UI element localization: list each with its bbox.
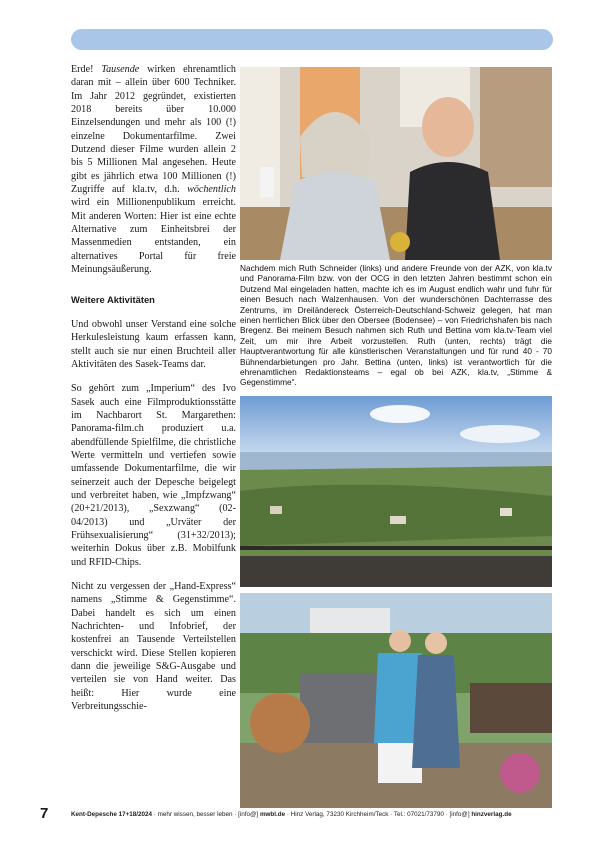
page-number: 7 (40, 805, 49, 822)
page-footer (40, 805, 555, 824)
article-paragraph-4: Nicht zu vergessen der „Hand-Express“ namens „Stimme & Gegenstimme“. Dabei handelt es sich um einen Nachrichten- und Infobrief, der kostenfrei an Tausende Verteilstellen verschickt wird. Diese Stellen kopieren dann die jeweilige S&G-Ausgabe und verteilen sie von Hand weiter. Das heißt: Hier wurde eine Verbreitungsschie- (71, 581, 236, 713)
photo-terrace-portrait (240, 593, 552, 808)
article-paragraph-3: So gehört zum „Imperium“ des Ivo Sasek auch eine Filmproduktionsstätte im Nachbarort St. Margarethen: Panorama-film.ch produziert u.a. abendfüllende Spielfilme, die christliche Werte vermitteln und vertiefen sowie umfassende Dokumentarfilme, die wir seinerzeit auch der Depesche beigelegt und verbreitet haben, wie „Impfzwang“ (20+21/2013), „Sexzwang“ (02-04/2013) und „Urväter der Frühsexualisierung“ (31+32/2013); weiterhin Dokus über z.B. Mobilfunk und RFID-Chips. (71, 383, 236, 568)
article-paragraph-1: Erde! Tausende wirken ehrenamtlich daran mit – allein über 600 Techniker. Im Jahr 2012 gegründet, existierten 2018 bereits über 10.000 Einzelsendungen und mehr als 100 (!) einzelne Dokumentarfilme. Zwei Dutzend dieser Filme wurden allein 2 bis 5 Millionen Mal angesehen. Heute gibt es jährlich etwa 100 Millionen (!) Zugriffe auf kla.tv, d.h. wöchentlich wird ein Millionenpublikum erreicht. Mit anderen Worten: Hier ist eine echte Alternative zum Einheitsbrei der Massenmedien entstanden, ein alternatives Portal für freie Meinungsäußerung. (71, 64, 236, 276)
article-column (71, 63, 236, 724)
photo-lake-view (240, 396, 552, 587)
photo-caption: Nachdem mich Ruth Schneider (links) und andere Freunde von der AZK, von kla.tv und Panorama-Film bzw. von der OCG in den letzten Jahren bestimmt schon ein Dutzend Mal eingeladen hatten, machte ich es im August endlich wahr und fuhr für einen Besuch nach Walzenhausen. Von der wunderschönen Dachterrasse des Zentrums, im Dreiländereck Österreich-Deutschland-Schweiz gelegen, hat man einen herrlichen Blick über den Obersee (Bodensee) – von Friedrichshafen bis nach Bregenz. Bei meinem Besuch nahmen sich Ruth und Bettina vom kla.tv-Team viel Zeit, um mir ihre Arbeit vorzustellen. Ruth (unten, rechts) trägt die Hauptverantwortung für alle künstlerischen Veranstaltungen und für rund 40 - 70 Bühnendarbietungen pro Jahr. Bettina (unten, links) ist verantwortlich für die ehrenamtlichen Redaktionsteams – egal ob bei AZK, kla.tv, „Stimme & Gegenstimme“. (240, 263, 552, 388)
photo-visitors-at-table (240, 67, 552, 260)
footer-text: Kent-Depesche 17+18/2024 · mehr wissen, besser leben · [info@] mwbl.de · Hinz Verlag, 73230 Kirchheim/Teck · Tel.: 07021/73790 · [info@] hinzverlag.de (71, 811, 512, 818)
header-bar (71, 29, 553, 50)
section-heading: Weitere Aktivitäten (71, 293, 155, 305)
article-paragraph-2: Und obwohl unser Verstand eine solche Herkulesleistung kaum erfassen kann, stellt auch sie nur einen Bruchteil aller Aktivitäten des Sasek-Teams dar. (71, 318, 236, 370)
